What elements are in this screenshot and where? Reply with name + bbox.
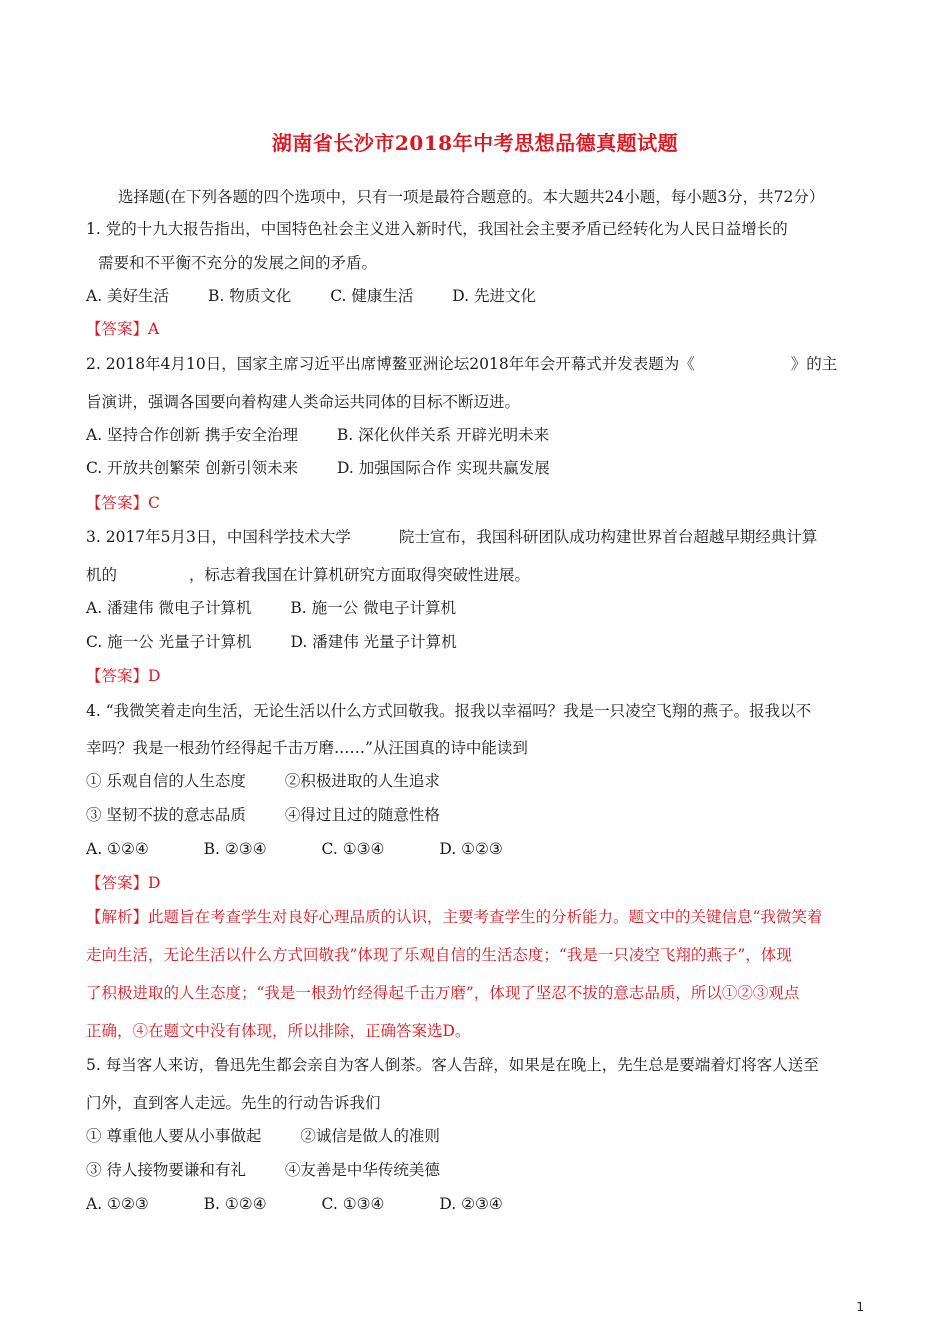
q4-statements-row1 <box>86 770 440 792</box>
q3-stem-part1: 3. 2017年5月3日，中国科学技术大学 <box>86 528 351 546</box>
q5-statement-4: ④友善是中华传统美德 <box>284 1161 440 1179</box>
q5-option-a: A. ①②③ <box>86 1195 149 1213</box>
q4-analysis-line3: 了积极进取的人生态度；“我是一根劲竹经得起千击万磨”，体现了坚忍不拔的意志品质，所以①②③观点 <box>86 984 800 1002</box>
q2-options-row2 <box>86 457 550 479</box>
q4-answer: 【答案】D <box>86 874 161 892</box>
q5-statements-row2 <box>86 1159 440 1181</box>
q1-option-a: A. 美好生活 <box>86 287 170 305</box>
q1-answer: 【答案】A <box>86 320 160 338</box>
document-title: 湖南省长沙市2018年中考思想品德真题试题 <box>271 131 679 155</box>
q3-answer: 【答案】D <box>86 667 161 685</box>
q5-stem-line2: 门外，直到客人走远。先生的行动告诉我们 <box>86 1094 381 1112</box>
q1-stem-line2: 需要和不平衡不充分的发展之间的矛盾。 <box>98 254 378 272</box>
q4-statement-1: ① 乐观自信的人生态度 <box>86 772 246 790</box>
q5-statement-1: ① 尊重他人要从小事做起 <box>86 1127 262 1145</box>
q2-stem-line2: 旨演讲，强调各国要向着构建人类命运共同体的目标不断迈进。 <box>86 393 521 411</box>
q4-analysis-line4: 正确，④在题文中没有体现，所以排除，正确答案选D。 <box>86 1022 471 1040</box>
q2-option-c: C. 开放共创繁荣 创新引领未来 <box>86 459 299 477</box>
q4-stem-line2: 幸吗？我是一根劲竹经得起千击万磨……”从汪国真的诗中能读到 <box>86 739 528 757</box>
q2-stem-part2: 》的主 <box>790 355 838 373</box>
q3-option-c: C. 施一公 光量子计算机 <box>86 633 252 651</box>
page-number: 1 <box>856 1300 864 1314</box>
q3-stem-line1 <box>86 526 817 548</box>
q1-option-b: B. 物质文化 <box>208 287 292 305</box>
q4-options <box>86 838 503 860</box>
q4-stem-line1: 4. “我微笑着走向生活，无论生活以什么方式回敬我。报我以幸福吗？我是一只凌空飞翔的燕子。报我以不 <box>86 702 812 720</box>
q1-option-c: C. 健康生活 <box>330 287 414 305</box>
q2-answer: 【答案】C <box>86 494 160 512</box>
q4-statement-4: ④得过且过的随意性格 <box>284 806 440 824</box>
q5-statement-2: ②诚信是做人的准则 <box>300 1127 440 1145</box>
q3-options-row2 <box>86 631 457 653</box>
q4-statement-2: ②积极进取的人生追求 <box>284 772 440 790</box>
q4-statement-3: ③ 坚韧不拔的意志品质 <box>86 806 246 824</box>
q4-option-b: B. ②③④ <box>203 840 267 858</box>
q5-stem-line1: 5. 每当客人来访，鲁迅先生都会亲自为客人倒茶。客人告辞，如果是在晚上，先生总是要端着灯将客人送至 <box>86 1056 819 1074</box>
q1-stem-line1: 1. 党的十九大报告指出，中国特色社会主义进入新时代，我国社会主要矛盾已经转化为人民日益增长的 <box>86 220 788 238</box>
q1-option-d: D. 先进文化 <box>452 287 537 305</box>
q2-option-a: A. 坚持合作创新 携手安全治理 <box>86 426 298 444</box>
q3-options-row1 <box>86 597 456 619</box>
q5-option-c: C. ①③④ <box>321 1195 385 1213</box>
q4-analysis-line1: 【解析】此题旨在考查学生对良好心理品质的认识，主要考查学生的分析能力。题文中的关键信息“我微笑着 <box>86 908 823 926</box>
q5-statements-row1 <box>86 1125 440 1147</box>
q2-options-row1 <box>86 424 549 446</box>
q1-options <box>86 285 536 307</box>
q4-statements-row2 <box>86 804 440 826</box>
q3-stem-part4: ，标志着我国在计算机研究方面取得突破性进展。 <box>189 566 531 584</box>
q4-option-d: D. ①②③ <box>439 840 503 858</box>
q4-option-a: A. ①②④ <box>86 840 149 858</box>
q3-option-b: B. 施一公 微电子计算机 <box>290 599 457 617</box>
q5-option-d: D. ②③④ <box>439 1195 503 1213</box>
q2-option-d: D. 加强国际合作 实现共赢发展 <box>337 459 550 477</box>
q3-stem-part2: 院士宣布，我国科研团队成功构建世界首台超越早期经典计算 <box>398 528 818 546</box>
q3-option-a: A. 潘建伟 微电子计算机 <box>86 599 252 617</box>
q5-option-b: B. ①②④ <box>203 1195 267 1213</box>
section-instructions: 选择题(在下列各题的四个选项中，只有一项是最符合题意的。本大题共24小题，每小题3分，共72分） <box>118 188 825 206</box>
q4-option-c: C. ①③④ <box>321 840 385 858</box>
q3-stem-line2 <box>86 564 530 586</box>
q4-analysis-line2: 走向生活，无论生活以什么方式回敬我”体现了乐观自信的生活态度；“我是一只凌空飞翔的燕子”，体现 <box>86 946 792 964</box>
q5-options <box>86 1193 503 1215</box>
q2-option-b: B. 深化伙伴关系 开辟光明未来 <box>336 426 550 444</box>
q2-stem-part1: 2. 2018年4月10日，国家主席习近平出席博鳌亚洲论坛2018年年会开幕式并发表题为《 <box>86 355 695 373</box>
q3-option-d: D. 潘建伟 光量子计算机 <box>290 633 457 651</box>
q5-statement-3: ③ 待人接物要谦和有礼 <box>86 1161 246 1179</box>
q2-stem-line1 <box>86 353 837 375</box>
q3-stem-part3: 机的 <box>86 566 118 584</box>
